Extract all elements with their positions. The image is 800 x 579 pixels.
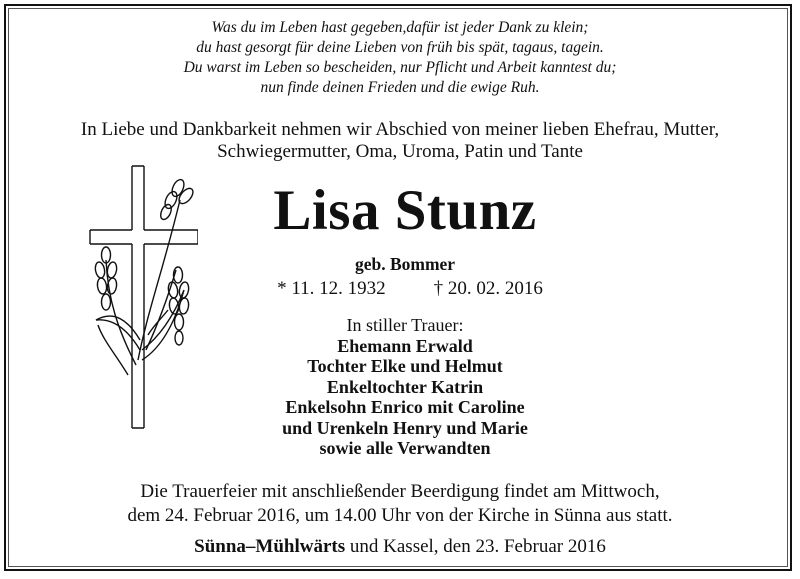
funeral-line: dem 24. Februar 2016, um 14.00 Uhr von der Kirche in Sünna aus statt.	[127, 505, 673, 526]
intro-line: In Liebe und Dankbarkeit nehmen wir Abschied von meiner lieben Ehefrau, Mutter,	[80, 119, 720, 140]
deceased-name: Lisa Stunz	[273, 179, 537, 242]
mourner-line: Ehemann Erwald	[337, 335, 473, 356]
mourner-line: Tochter Elke und Helmut	[307, 356, 503, 376]
poem-line: Du warst im Leben so bescheiden, nur Pflicht und Arbeit kanntest du;	[183, 59, 617, 76]
cross-with-wheat-icon	[88, 160, 198, 460]
poem-line: Was du im Leben hast gegeben,dafür ist jeder Dank zu klein;	[211, 19, 589, 36]
mourner-line: sowie alle Verwandten	[319, 438, 491, 458]
death-date: † 20. 02. 2016	[433, 278, 543, 299]
mourner-line: und Urenkeln Henry und Marie	[282, 417, 528, 438]
intro-text	[0, 119, 800, 163]
birth-name: geb. Bommer	[354, 254, 456, 274]
poem-line: nun finde deinen Frieden und die ewige Ruh.	[260, 79, 540, 96]
place-rest: und Kassel, den 23. Februar 2016	[345, 536, 606, 557]
place-location: Sünna–Mühlwärts	[194, 536, 346, 557]
mourners	[210, 315, 600, 459]
life-dates	[230, 277, 590, 301]
birth-date: * 11. 12. 1932	[277, 278, 386, 299]
mourner-line: Enkelsohn Enrico mit Caroline	[285, 397, 525, 417]
poem-line: du hast gesorgt für deine Lieben von früh bis spät, tagaus, tagein.	[196, 39, 604, 56]
place-and-date	[0, 535, 800, 559]
poem	[0, 18, 800, 98]
funeral-notice	[0, 480, 800, 528]
mourner-line: Enkeltochter Katrin	[326, 376, 484, 397]
funeral-line: Die Trauerfeier mit anschließender Beerdigung findet am Mittwoch,	[140, 481, 660, 502]
intro-line: Schwiegermutter, Oma, Uroma, Patin und Tante	[217, 141, 583, 162]
mourners-heading: In stiller Trauer:	[346, 315, 464, 335]
